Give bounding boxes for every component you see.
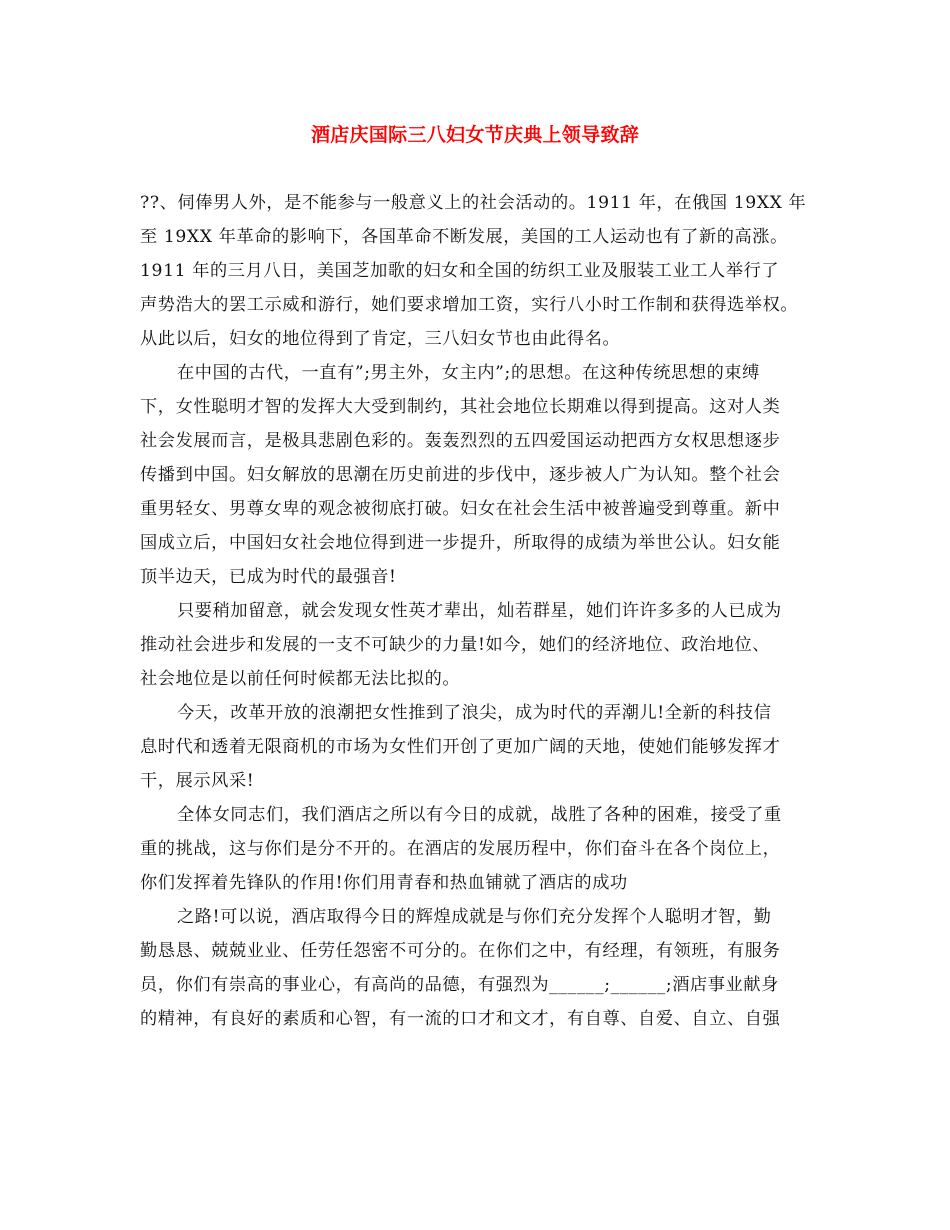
document-body: [140, 186, 812, 1036]
text-line: 国成立后，中国妇女社会地位得到进一步提升，所取得的成绩为举世公认。妇女能: [140, 533, 781, 553]
text-line: 的精神，有良好的素质和心智，有一流的口才和文才，有自尊、自爱、自立、自强: [140, 1009, 781, 1029]
text-line: 员，你们有崇高的事业心，有高尚的品德，有强烈为______;______;酒店事业献身: [140, 975, 779, 995]
text-line: 推动社会进步和发展的一支不可缺少的力量!如今，她们的经济地位、政治地位、: [140, 635, 771, 655]
paragraph-start-line: 今天，改革开放的浪潮把女性推到了浪尖，成为时代的弄潮儿!全新的科技信: [177, 703, 772, 723]
text-line: 重男轻女、男尊女卑的观念被彻底打破。妇女在社会生活中被普遍受到尊重。新中: [140, 499, 781, 519]
text-line: 勤恳恳、兢兢业业、任劳任怨密不可分的。在你们之中，有经理，有领班，有服务: [140, 941, 781, 961]
document-title: 酒店庆国际三八妇女节庆典上领导致辞: [310, 124, 640, 146]
text-line: 传播到中国。妇女解放的思潮在历史前进的步伐中，逐步被人广为认知。整个社会: [140, 465, 781, 485]
text-line: 你们发挥着先锋队的作用!你们用青春和热血铺就了酒店的成功: [140, 873, 628, 893]
text-line: 至 19XX 年革命的影响下，各国革命不断发展，美国的工人运动也有了新的高涨。: [140, 227, 788, 247]
text-line: 社会地位是以前任何时候都无法比拟的。: [140, 669, 461, 689]
paragraph-start-line: 在中国的古代，一直有”;男主外，女主内”;的思想。在这种传统思想的束缚: [177, 363, 760, 383]
text-line: 重的挑战，这与你们是分不开的。在酒店的发展历程中，你们奋斗在各个岗位上，: [140, 839, 781, 859]
text-line: 干，展示风采!: [140, 771, 255, 791]
text-line: 下，女性聪明才智的发挥大大受到制约，其社会地位长期难以得到提高。这对人类: [140, 397, 781, 417]
text-line: 1911 年的三月八日，美国芝加歌的妇女和全国的纺织工业及服装工业工人举行了: [140, 261, 780, 281]
text-line: 息时代和透着无限商机的市场为女性们开创了更加广阔的天地，使她们能够发挥才: [140, 737, 781, 757]
paragraph-start-line: 全体女同志们，我们酒店之所以有今日的成就，战胜了各种的困难，接受了重: [177, 805, 782, 825]
text-line: 声势浩大的罢工示威和游行，她们要求增加工资，实行八小时工作制和获得选举权。: [140, 295, 799, 315]
text-line: ??、伺俸男人外，是不能参与一般意义上的社会活动的。1911 年，在俄国 19XX 年: [140, 193, 807, 213]
text-line: 社会发展而言，是极具悲剧色彩的。轰轰烈烈的五四爱国运动把西方女权思想逐步: [140, 431, 781, 451]
paragraph-start-line: 只要稍加留意，就会发现女性英才辈出，灿若群星，她们许许多多的人已成为: [177, 601, 782, 621]
text-line: 顶半边天，已成为时代的最强音!: [140, 567, 397, 587]
paragraph-start-line: 之路!可以说，酒店取得今日的辉煌成就是与你们充分发挥个人聪明才智，勤: [177, 907, 772, 927]
text-line: 从此以后，妇女的地位得到了肯定，三八妇女节也由此得名。: [140, 329, 621, 349]
